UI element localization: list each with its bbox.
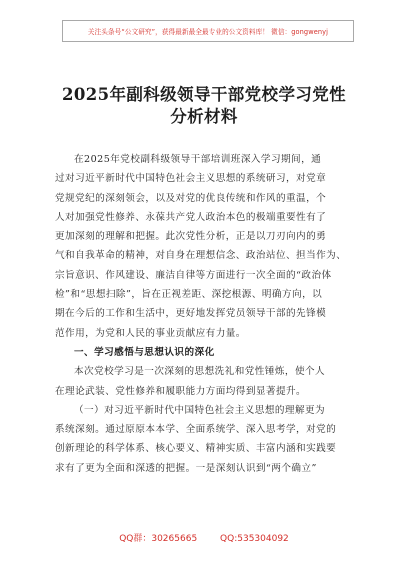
- footer-qq: QQ:535304092: [220, 534, 289, 544]
- body-line: 人对加强党性修养、永葆共产党人政治本色的极端重要性有了: [55, 211, 327, 223]
- body-line: 在理论武装、党性修养和履职能力方面均得到显著提升。: [55, 385, 307, 397]
- body-line: 范作用，为党和人民的事业贡献应有力量。: [55, 327, 246, 339]
- title-line-2: 分析材料: [170, 107, 238, 126]
- body-line: 创新理论的科学体系、核心要义、精神实质、丰富内涵和实践要: [55, 443, 337, 455]
- body-line: 过对习近平新时代中国特色社会主义思想的系统研习，对党章: [55, 173, 327, 185]
- section-heading: 一、学习感悟与思想认识的深化: [74, 346, 215, 358]
- footer-qq-group: QQ群：30265665: [119, 534, 198, 544]
- body-line: 期在今后的工作和生活中，更好地发挥党员领导干部的先锋模: [55, 308, 327, 320]
- body-line: 宗旨意识、作风建设、廉洁自律等方面进行一次全面的“政治体: [55, 269, 332, 281]
- body-line: （一）对习近平新时代中国特色社会主义思想的理解更为: [74, 404, 326, 416]
- footer: [0, 531, 408, 544]
- body-line: 系统深刻。通过原原本本学、全面系统学、深入思考学，对党的: [55, 424, 337, 436]
- document-title: [0, 84, 408, 128]
- body-line: 更加深刻的理解和把握。此次党性分析，正是以刀刃向内的勇: [55, 231, 327, 243]
- body-line: 求有了更为全面和深透的把握。一是深刻认识到“两个确立”: [55, 462, 317, 474]
- body-line: 本次党校学习是一次深刻的思想洗礼和党性锤炼，使个人: [74, 366, 326, 378]
- body-line: 在2025年党校副科级领导干部培训班深入学习期间，通: [74, 154, 322, 165]
- header-banner: 关注头条号“公文研究”，获得最新最全最专业的公文资料库！ 微信：gongwenyj: [62, 20, 354, 42]
- body-line: 气和自我革命的精神，对自身在理想信念、政治站位、担当作为、: [55, 250, 347, 262]
- body-line: 党规党纪的深刻领会，以及对党的优良传统和作风的重温，个: [55, 192, 327, 204]
- document-body: [55, 150, 355, 478]
- body-line: 检”和“思想扫除”，旨在正视差距、深挖根源、明确方向，以: [55, 289, 323, 301]
- title-line-1: 2025年副科级领导干部党校学习党性: [61, 85, 347, 104]
